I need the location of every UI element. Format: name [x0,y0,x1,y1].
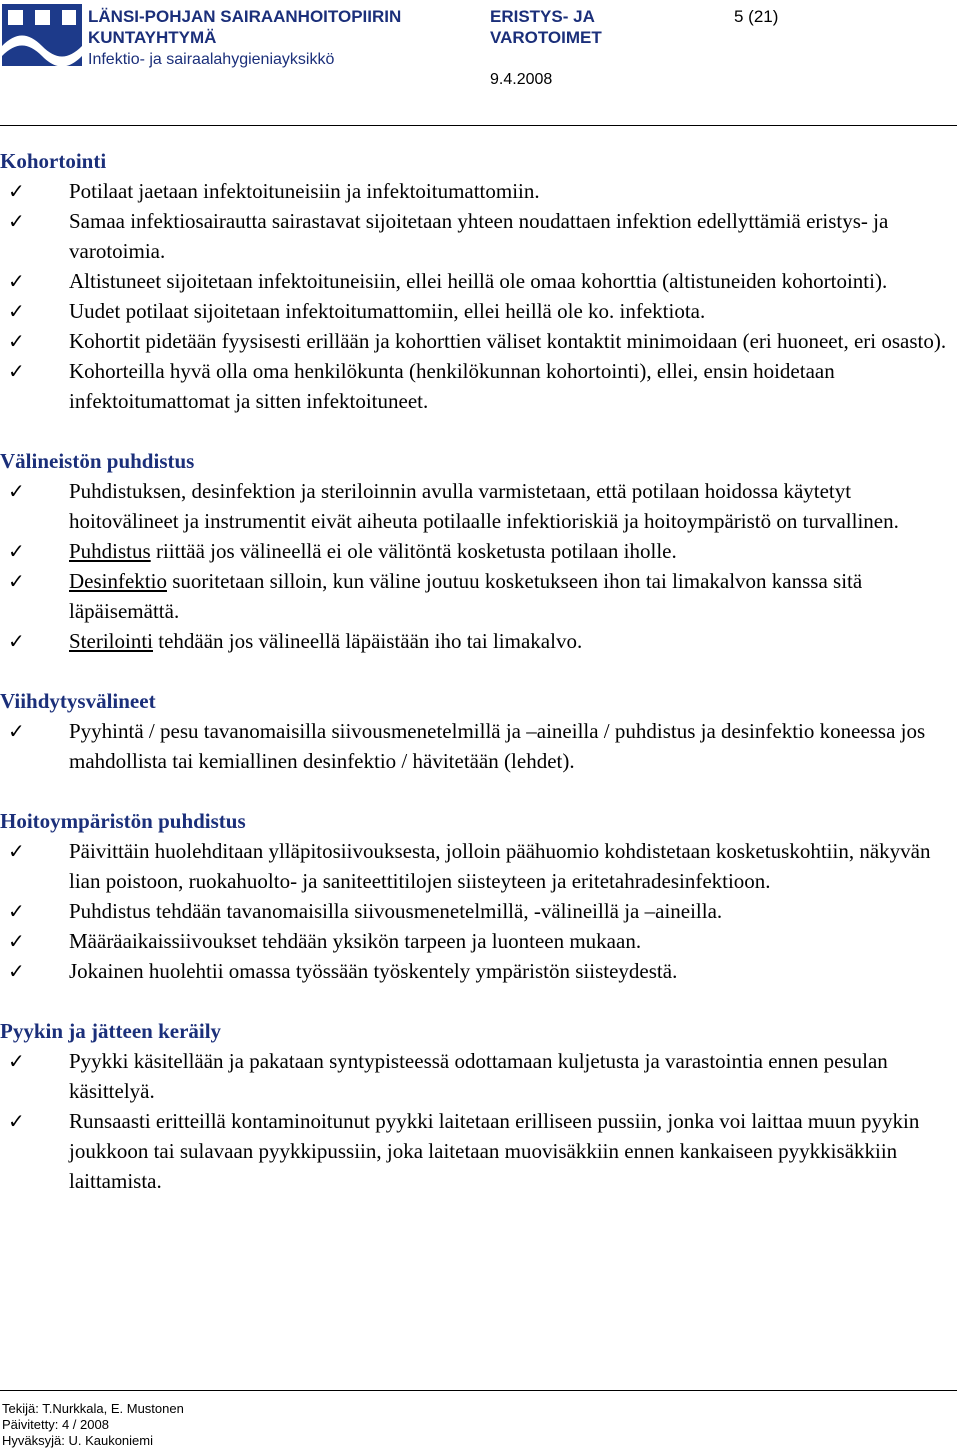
list-item [0,356,958,416]
check-icon: ✓ [8,899,25,923]
section [0,446,958,656]
org-name-line2: KUNTAYHTYMÄ [88,28,217,47]
check-icon: ✓ [8,329,25,353]
document-title-line2: VAROTOIMET [490,28,602,47]
header-divider [0,125,957,126]
item-text: Potilaat jaetaan infektoituneisiin ja infektoitumattomiin. [69,179,540,203]
check-icon: ✓ [8,1049,25,1073]
footer-divider [0,1390,957,1391]
section-heading: Pyykin ja jätteen keräily [0,1019,222,1043]
list-item [0,896,958,926]
underlined-term: Desinfektio [69,569,167,593]
page-number: 5 (21) [734,7,779,26]
list-item [0,626,958,656]
list-item [0,926,958,956]
item-text: Päivittäin huolehditaan ylläpitosiivouksesta, jolloin päähuomio kohdistetaan kosketuskohtiin, näkyvän lian poistoon, ruokahuolto- ja saniteettitilojen siisteyteen ja eritetahradesinfektioon. [69,839,931,893]
section-heading: Kohortointi [0,149,107,173]
list-item [0,176,958,206]
item-text: Puhdistuksen, desinfektion ja steriloinnin avulla varmistetaan, että potilaan hoidossa käytetyt hoitovälineet ja instrumentit eivät aiheuta potilaalle infektioriskiä ja hoitoympäristö on turvallinen. [69,479,899,533]
section-heading: Välineistön puhdistus [0,449,195,473]
section-heading: Hoitoympäristön puhdistus [0,809,246,833]
list-item [0,1046,958,1106]
check-icon: ✓ [8,629,25,653]
list-item [0,266,958,296]
item-text: suoritetaan silloin, kun väline joutuu kosketukseen ihon tai limakalvon kanssa sitä läpäisemättä. [69,569,863,623]
item-text: riittää jos välineellä ei ole välitöntä kosketusta potilaan iholle. [150,539,677,563]
underlined-term: Sterilointi [69,629,153,653]
document-body [0,146,958,1226]
check-icon: ✓ [8,1109,25,1133]
item-text: Puhdistus tehdään tavanomaisilla siivousmenetelmillä, -välineillä ja –aineilla. [69,899,723,923]
check-icon: ✓ [8,479,25,503]
list-item [0,566,958,626]
item-text: Uudet potilaat sijoitetaan infektoitumattomiin, ellei heillä ole ko. infektiota. [69,299,706,323]
check-icon: ✓ [8,839,25,863]
item-text: Runsaasti eritteillä kontaminoitunut pyykki laitetaan erilliseen pussiin, jonka voi laittaa muun pyykin joukkoon tai sulavaan pyykkipussiin, joka laitetaan muovisäkkiin ennen kankaiseen pyykkisäkkiin laittamista. [69,1109,920,1193]
check-icon: ✓ [8,569,25,593]
document-date: 9.4.2008 [490,71,553,88]
list-item [0,206,958,266]
item-text: Pyyhintä / pesu tavanomaisilla siivousmenetelmillä ja –aineilla / puhdistus ja desinfektio koneessa jos mahdollista tai kemiallinen desinfektio / hävitetään (lehdet). [69,719,926,773]
item-text: Jokainen huolehtii omassa työssään työskentely ympäristön siisteydestä. [69,959,678,983]
list-item [0,476,958,536]
item-text: Pyykki käsitellään ja pakataan syntypisteessä odottamaan kuljetusta ja varastointia ennen pesulan käsittelyä. [69,1049,888,1103]
section [0,686,958,776]
check-icon: ✓ [8,209,25,233]
check-icon: ✓ [8,959,25,983]
organization-block [88,6,401,72]
footer-approved: Hyväksyjä: U. Kaukoniemi [2,1433,153,1448]
check-icon: ✓ [8,719,25,743]
checklist [0,716,958,776]
list-item [0,1106,958,1196]
checklist [0,1046,958,1196]
item-text: Määräaikaissiivoukset tehdään yksikön tarpeen ja luonteen mukaan. [69,929,642,953]
check-icon: ✓ [8,269,25,293]
check-icon: ✓ [8,299,25,323]
item-text: Altistuneet sijoitetaan infektoituneisiin, ellei heillä ole omaa kohorttia (altistuneiden kohortointi). [69,269,888,293]
checklist [0,176,958,416]
item-text: Samaa infektiosairautta sairastavat sijoitetaan yhteen noudattaen infektion edellyttämiä eristys- ja varotoimia. [69,209,889,263]
document-title-line1: ERISTYS- JA [490,7,595,26]
list-item [0,536,958,566]
org-name-line1: LÄNSI-POHJAN SAIRAANHOITOPIIRIN [88,7,402,26]
footer-author: Tekijä: T.Nurkkala, E. Mustonen [2,1401,184,1416]
item-text: tehdään jos välineellä läpäistään iho tai limakalvo. [153,629,583,653]
check-icon: ✓ [8,359,25,383]
check-icon: ✓ [8,179,25,203]
footer-updated: Päivitetty: 4 / 2008 [2,1417,109,1432]
footer [2,1401,184,1449]
list-item [0,326,958,356]
list-item [0,956,958,986]
section [0,1016,958,1196]
item-text: Kohorteilla hyvä olla oma henkilökunta (henkilökunnan kohortointi), ellei, ensin hoidetaan infektoitumattomat ja sitten infektoituneet. [69,359,835,413]
unit-name: Infektio- ja sairaalahygieniayksikkö [88,51,335,68]
section [0,146,958,416]
list-item [0,716,958,776]
check-icon: ✓ [8,539,25,563]
list-item [0,836,958,896]
list-item [0,296,958,326]
organization-logo [2,4,82,66]
item-text: Kohortit pidetään fyysisesti erillään ja kohorttien väliset kontaktit minimoidaan (eri huoneet, eri osasto). [69,329,947,353]
check-icon: ✓ [8,929,25,953]
checklist [0,476,958,656]
section-heading: Viihdytysvälineet [0,689,156,713]
document-title [490,6,602,48]
underlined-term: Puhdistus [69,539,151,563]
section [0,806,958,986]
checklist [0,836,958,986]
